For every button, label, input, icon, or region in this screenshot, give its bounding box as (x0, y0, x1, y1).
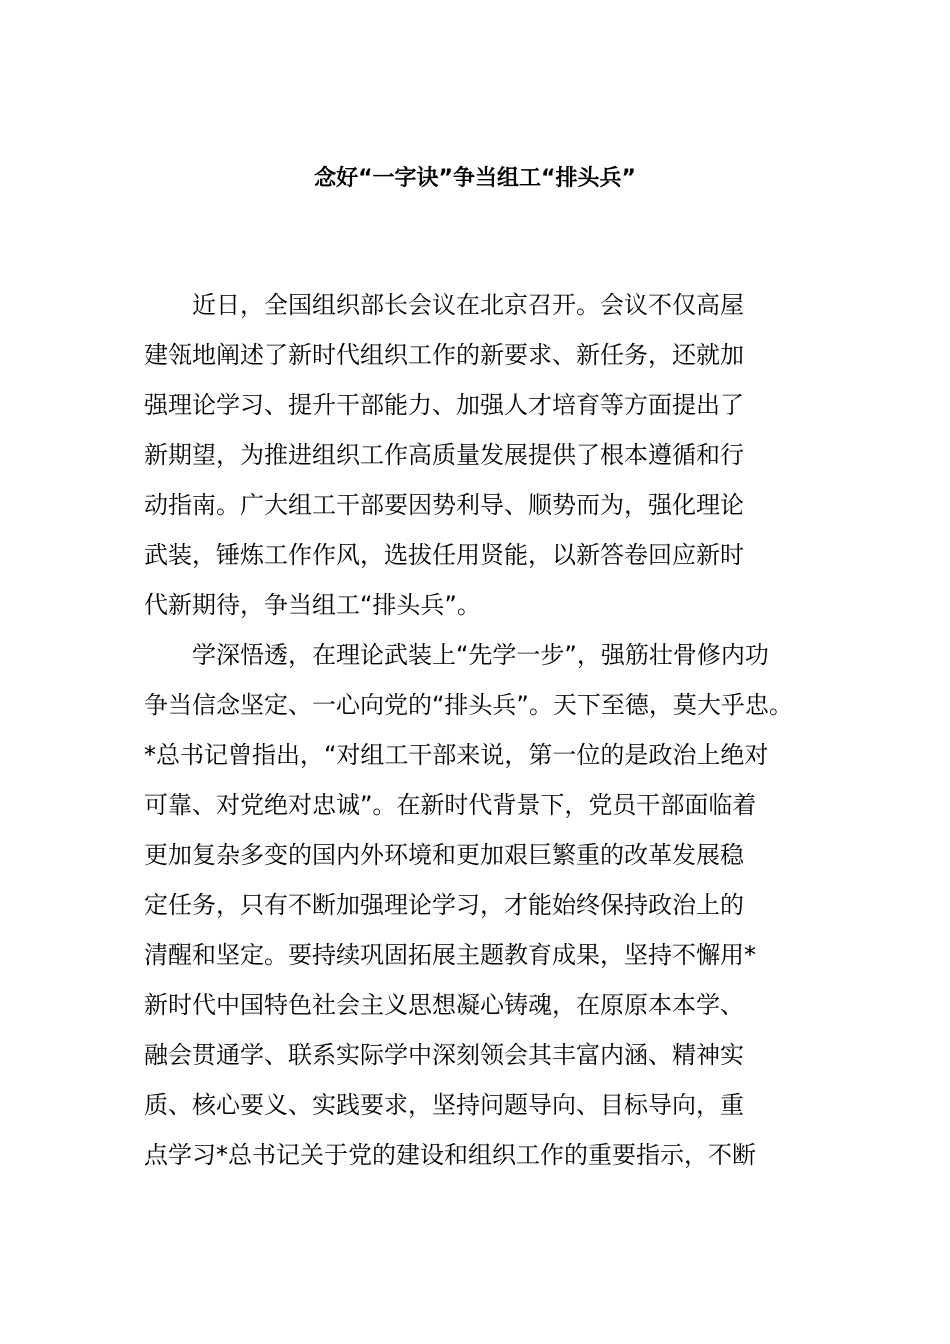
body-line: 近日，全国组织部长会议在北京召开。会议不仅高屋 (192, 291, 744, 319)
body-line: 争当信念坚定、一心向党的“排头兵”。天下至德，莫大乎忠。 (144, 691, 793, 719)
body-line: 清醒和坚定。要持续巩固拓展主题教育成果，坚持不懈用* (144, 941, 756, 969)
body-line: 更加复杂多变的国内外环境和更加艰巨繁重的改革发展稳 (144, 841, 744, 869)
body-line: 融会贯通学、联系实际学中深刻领会其丰富内涵、精神实 (144, 1041, 744, 1069)
body-line: 新时代中国特色社会主义思想凝心铸魂，在原原本本学、 (144, 991, 744, 1019)
body-line: 学深悟透，在理论武装上“先学一步”，强筋壮骨修内功 (192, 641, 769, 669)
body-line: 建瓴地阐述了新时代组织工作的新要求、新任务，还就加 (144, 341, 744, 369)
body-line: 新期望，为推进组织工作高质量发展提供了根本遵循和行 (144, 441, 744, 469)
body-line: 点学习*总书记关于党的建设和组织工作的重要指示，不断 (144, 1141, 756, 1169)
body-line: 武装，锤炼工作作风，选拔任用贤能，以新答卷回应新时 (144, 541, 744, 569)
document-title: 念好“一字诀”争当组工“排头兵” (314, 166, 636, 191)
body-line: 动指南。广大组工干部要因势利导、顺势而为，强化理论 (144, 491, 744, 519)
body-line: 强理论学习、提升干部能力、加强人才培育等方面提出了 (144, 391, 744, 419)
body-line: 可靠、对党绝对忠诚”。在新时代背景下，党员干部面临着 (144, 791, 757, 819)
body-line: *总书记曾指出，“对组工干部来说，第一位的是政治上绝对 (144, 741, 769, 769)
document-body (144, 280, 816, 1180)
body-line: 定任务，只有不断加强理论学习，才能始终保持政治上的 (144, 891, 744, 919)
body-line: 代新期待，争当组工“排头兵”。 (144, 591, 481, 619)
body-line: 质、核心要义、实践要求，坚持问题导向、目标导向，重 (144, 1091, 744, 1119)
